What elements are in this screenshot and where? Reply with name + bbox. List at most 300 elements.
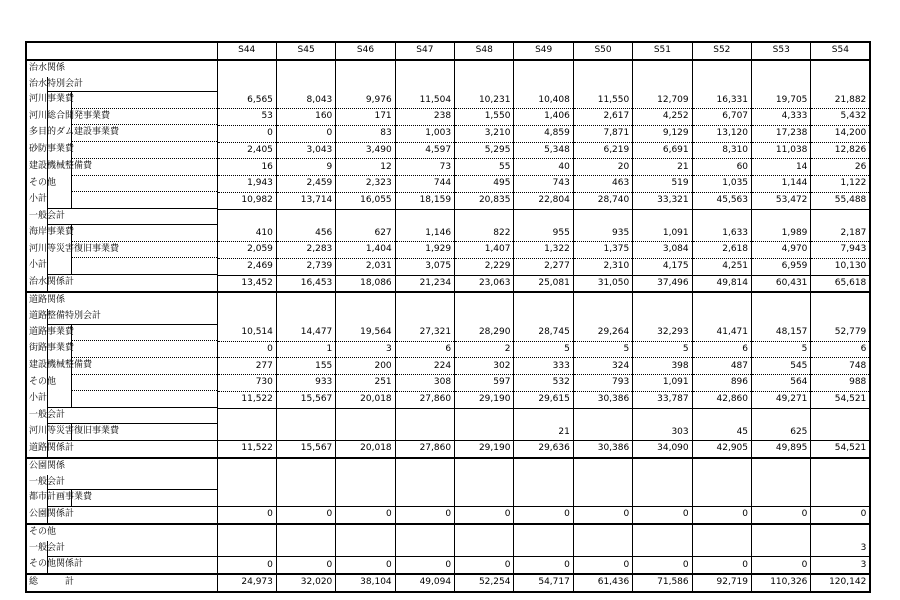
table-row [26, 159, 870, 176]
value-cell [514, 458, 573, 475]
value-cell: 0 [217, 341, 276, 358]
value-cell: 2,618 [692, 242, 751, 259]
value-cell: 53 [217, 109, 276, 126]
row-label-cell [26, 209, 217, 225]
table-row [26, 225, 870, 241]
value-cell: 1,407 [455, 242, 514, 259]
value-cell: 18,086 [336, 275, 395, 292]
value-cell: 55 [455, 159, 514, 176]
value-cell: 2,469 [217, 258, 276, 275]
value-cell: 1,091 [633, 375, 692, 392]
value-cell: 19,705 [752, 92, 811, 108]
value-cell: 3,084 [633, 242, 692, 259]
value-cell: 5 [514, 341, 573, 358]
value-cell: 10,408 [514, 92, 573, 108]
row-label-cell [26, 242, 217, 259]
value-cell: 933 [276, 375, 335, 392]
value-cell: 1,375 [573, 242, 632, 259]
value-cell: 4,333 [752, 109, 811, 126]
value-cell [752, 458, 811, 475]
value-cell: 1,146 [395, 225, 454, 241]
value-cell: 21,234 [395, 275, 454, 292]
value-cell: 21 [514, 424, 573, 440]
value-cell: 20,018 [336, 391, 395, 408]
value-cell: 92,719 [692, 574, 751, 592]
value-cell [395, 541, 454, 557]
row-label-cell [26, 192, 217, 209]
value-cell [276, 524, 335, 541]
table-row [26, 490, 870, 506]
value-cell: 23,063 [455, 275, 514, 292]
value-cell [336, 309, 395, 325]
value-cell [811, 458, 870, 475]
value-cell [752, 209, 811, 225]
value-cell: 11,522 [217, 391, 276, 408]
value-cell [455, 292, 514, 309]
value-cell: 14,200 [811, 125, 870, 142]
value-cell: 13,714 [276, 192, 335, 209]
value-cell [336, 408, 395, 424]
value-cell: 34,090 [633, 441, 692, 458]
row-label-cell [26, 258, 217, 275]
row-label: 街路事業費 [29, 343, 75, 353]
value-cell [276, 541, 335, 557]
value-cell: 20 [573, 159, 632, 176]
value-cell: 2,323 [336, 176, 395, 193]
value-cell: 21,882 [811, 92, 870, 108]
value-cell: 1,633 [692, 225, 751, 241]
value-cell: 155 [276, 358, 335, 375]
value-cell [455, 60, 514, 77]
year-header: S45 [276, 42, 335, 60]
row-label: 道路整備特別会計 [29, 311, 102, 321]
value-cell: 200 [336, 358, 395, 375]
value-cell: 2,459 [276, 176, 335, 193]
value-cell: 0 [217, 507, 276, 524]
value-cell: 13,452 [217, 275, 276, 292]
value-cell [752, 77, 811, 93]
row-label-cell [26, 92, 217, 108]
value-cell: 10,231 [455, 92, 514, 108]
value-cell [395, 309, 454, 325]
value-cell [217, 309, 276, 325]
row-label: 道路事業費 [29, 326, 75, 337]
value-cell: 83 [336, 125, 395, 142]
value-cell: 6 [692, 341, 751, 358]
value-cell [455, 209, 514, 225]
value-cell: 10,982 [217, 192, 276, 209]
value-cell [395, 60, 454, 77]
value-cell: 15,567 [276, 441, 335, 458]
value-cell: 17,238 [752, 125, 811, 142]
year-header: S44 [217, 42, 276, 60]
row-label: 海岸事業費 [29, 227, 75, 238]
value-cell: 110,326 [752, 574, 811, 592]
year-header: S54 [811, 42, 870, 60]
row-label-cell [26, 557, 217, 574]
value-cell [811, 60, 870, 77]
value-cell [811, 524, 870, 541]
value-cell [336, 524, 395, 541]
value-cell: 16,331 [692, 92, 751, 108]
value-cell [692, 292, 751, 309]
value-cell: 27,860 [395, 391, 454, 408]
table-row [26, 341, 870, 358]
value-cell: 52,779 [811, 325, 870, 341]
value-cell: 2,229 [455, 258, 514, 275]
row-label: 治水特別会計 [29, 78, 84, 89]
value-cell: 11,504 [395, 92, 454, 108]
table-row [26, 541, 870, 557]
value-cell [514, 292, 573, 309]
value-cell [514, 541, 573, 557]
row-label-cell [26, 375, 217, 392]
value-cell [336, 490, 395, 506]
value-cell [633, 524, 692, 541]
value-cell: 2 [455, 341, 514, 358]
indent-guide [47, 391, 48, 408]
value-cell: 5 [752, 341, 811, 358]
value-cell [573, 408, 632, 424]
value-cell: 2,059 [217, 242, 276, 259]
value-cell: 31,050 [573, 275, 632, 292]
row-label-cell [26, 507, 217, 524]
value-cell: 730 [217, 375, 276, 392]
value-cell [811, 408, 870, 424]
value-cell: 7,943 [811, 242, 870, 259]
value-cell: 9 [276, 159, 335, 176]
row-label: 一般会計 [29, 542, 66, 553]
indent-guide [47, 258, 48, 275]
table-row [26, 176, 870, 193]
value-cell [573, 292, 632, 309]
value-cell: 38,104 [336, 574, 395, 592]
table-row [26, 309, 870, 325]
value-cell: 1,550 [455, 109, 514, 126]
row-label-cell [26, 325, 217, 341]
value-cell: 53,472 [752, 192, 811, 209]
value-cell: 5 [573, 341, 632, 358]
value-cell: 935 [573, 225, 632, 241]
value-cell [573, 60, 632, 77]
value-cell: 3,043 [276, 142, 335, 159]
value-cell [514, 77, 573, 93]
value-cell [276, 458, 335, 475]
value-cell: 1,003 [395, 125, 454, 142]
value-cell [811, 77, 870, 93]
value-cell [573, 209, 632, 225]
value-cell [573, 77, 632, 93]
row-label-cell [26, 408, 217, 424]
value-cell [455, 458, 514, 475]
table-row [26, 408, 870, 424]
value-cell [633, 541, 692, 557]
row-label: 小計 [29, 393, 48, 404]
value-cell: 49,895 [752, 441, 811, 458]
year-header: S46 [336, 42, 395, 60]
value-cell [395, 490, 454, 506]
value-cell: 303 [633, 424, 692, 440]
value-cell: 1,406 [514, 109, 573, 126]
value-cell [692, 458, 751, 475]
value-cell [752, 60, 811, 77]
value-cell [336, 77, 395, 93]
row-label-cell [26, 225, 217, 241]
value-cell: 4,597 [395, 142, 454, 159]
value-cell [573, 524, 632, 541]
value-cell [276, 309, 335, 325]
value-cell: 14 [752, 159, 811, 176]
table-row [26, 441, 870, 458]
value-cell: 33,787 [633, 391, 692, 408]
value-cell: 0 [514, 557, 573, 574]
row-label: 小計 [29, 260, 48, 271]
value-cell: 120,142 [811, 574, 870, 592]
value-cell: 11,038 [752, 142, 811, 159]
value-cell: 28,745 [514, 325, 573, 341]
value-cell: 12 [336, 159, 395, 176]
row-label: 砂防事業費 [29, 144, 75, 154]
value-cell: 40 [514, 159, 573, 176]
row-label-cell [26, 60, 217, 77]
value-cell: 32,293 [633, 325, 692, 341]
table-row [26, 574, 870, 592]
value-cell: 398 [633, 358, 692, 375]
value-cell [811, 292, 870, 309]
table-row [26, 209, 870, 225]
value-cell: 49,271 [752, 391, 811, 408]
value-cell [276, 292, 335, 309]
value-cell: 25,081 [514, 275, 573, 292]
value-cell: 19,564 [336, 325, 395, 341]
row-label-cell [26, 159, 217, 176]
value-cell [336, 292, 395, 309]
value-cell: 2,310 [573, 258, 632, 275]
value-cell: 0 [336, 507, 395, 524]
table-row [26, 507, 870, 524]
value-cell [752, 408, 811, 424]
row-label: 道路関係計 [29, 442, 75, 453]
value-cell: 21 [633, 159, 692, 176]
value-cell: 24,973 [217, 574, 276, 592]
row-label-cell [26, 77, 217, 93]
row-label-cell [26, 125, 217, 142]
value-cell [633, 60, 692, 77]
row-label: 河川等災害復旧事業費 [29, 426, 120, 437]
row-label: 治水関係計 [29, 277, 75, 287]
value-cell: 3,210 [455, 125, 514, 142]
value-cell: 0 [217, 557, 276, 574]
value-cell [336, 541, 395, 557]
value-cell: 896 [692, 375, 751, 392]
table-row [26, 475, 870, 491]
value-cell [336, 475, 395, 491]
value-cell: 743 [514, 176, 573, 193]
value-cell: 2,187 [811, 225, 870, 241]
value-cell: 73 [395, 159, 454, 176]
value-cell: 333 [514, 358, 573, 375]
indent-guide [47, 192, 48, 209]
row-label-cell [26, 475, 217, 491]
value-cell: 955 [514, 225, 573, 241]
value-cell: 822 [455, 225, 514, 241]
value-cell: 0 [752, 557, 811, 574]
value-cell: 16,453 [276, 275, 335, 292]
value-cell: 49,814 [692, 275, 751, 292]
value-cell [217, 60, 276, 77]
value-cell: 2,031 [336, 258, 395, 275]
value-cell: 597 [455, 375, 514, 392]
value-cell [692, 541, 751, 557]
table-row [26, 77, 870, 93]
value-cell [514, 309, 573, 325]
value-cell: 61,436 [573, 574, 632, 592]
value-cell: 3,075 [395, 258, 454, 275]
value-cell: 160 [276, 109, 335, 126]
value-cell [811, 475, 870, 491]
value-cell [455, 77, 514, 93]
value-cell: 54,717 [514, 574, 573, 592]
value-cell: 224 [395, 358, 454, 375]
value-cell: 54,521 [811, 441, 870, 458]
value-cell [514, 475, 573, 491]
row-label: その他 [29, 526, 57, 537]
value-cell: 324 [573, 358, 632, 375]
value-cell [573, 475, 632, 491]
value-cell [217, 77, 276, 93]
value-cell [692, 60, 751, 77]
value-cell: 0 [811, 507, 870, 524]
value-cell [217, 524, 276, 541]
value-cell [692, 77, 751, 93]
value-cell [395, 424, 454, 440]
value-cell [455, 475, 514, 491]
table-row [26, 142, 870, 159]
value-cell: 11,550 [573, 92, 632, 108]
value-cell: 9,976 [336, 92, 395, 108]
value-cell: 519 [633, 176, 692, 193]
row-label-cell [26, 309, 217, 325]
value-cell: 0 [752, 507, 811, 524]
row-label: 建設機械整備費 [29, 359, 93, 370]
value-cell: 13,120 [692, 125, 751, 142]
value-cell [217, 408, 276, 424]
table-row [26, 92, 870, 108]
value-cell [692, 209, 751, 225]
row-label-cell [26, 358, 217, 375]
budget-table [25, 41, 871, 593]
value-cell: 2,283 [276, 242, 335, 259]
value-cell: 29,190 [455, 441, 514, 458]
indent-guide [71, 176, 72, 193]
value-cell: 28,290 [455, 325, 514, 341]
table-row [26, 524, 870, 541]
row-label: その他 [29, 376, 57, 387]
value-cell [752, 524, 811, 541]
row-label: 公園関係計 [29, 508, 75, 519]
value-cell: 15,567 [276, 391, 335, 408]
value-cell: 48,157 [752, 325, 811, 341]
header-label-cell [26, 42, 217, 60]
table-row [26, 424, 870, 440]
row-label: 河川等災害復旧事業費 [29, 243, 120, 254]
value-cell: 71,586 [633, 574, 692, 592]
value-cell [633, 458, 692, 475]
row-label: 河川事業費 [29, 94, 75, 105]
value-cell [633, 292, 692, 309]
value-cell: 302 [455, 358, 514, 375]
value-cell [455, 309, 514, 325]
value-cell: 22,804 [514, 192, 573, 209]
value-cell [395, 408, 454, 424]
row-label-cell [26, 176, 217, 193]
value-cell [752, 292, 811, 309]
row-label: 建設機械整備費 [29, 160, 93, 171]
value-cell [217, 424, 276, 440]
value-cell: 14,477 [276, 325, 335, 341]
value-cell [395, 475, 454, 491]
value-cell: 748 [811, 358, 870, 375]
value-cell: 487 [692, 358, 751, 375]
value-cell: 10,130 [811, 258, 870, 275]
value-cell: 0 [217, 125, 276, 142]
value-cell: 37,496 [633, 275, 692, 292]
value-cell [752, 490, 811, 506]
value-cell [455, 541, 514, 557]
row-label-cell [26, 441, 217, 458]
value-cell [692, 408, 751, 424]
table-row [26, 458, 870, 475]
year-header: S50 [573, 42, 632, 60]
value-cell [336, 458, 395, 475]
table-row [26, 125, 870, 142]
value-cell: 0 [395, 557, 454, 574]
value-cell: 3,490 [336, 142, 395, 159]
value-cell: 27,860 [395, 441, 454, 458]
value-cell: 2,739 [276, 258, 335, 275]
row-label-cell [26, 574, 217, 592]
value-cell: 45,563 [692, 192, 751, 209]
value-cell: 0 [455, 507, 514, 524]
row-label-cell [26, 541, 217, 557]
value-cell: 5 [633, 341, 692, 358]
row-label-cell [26, 490, 217, 506]
value-cell: 11,522 [217, 441, 276, 458]
value-cell [633, 475, 692, 491]
value-cell: 32,020 [276, 574, 335, 592]
value-cell: 251 [336, 375, 395, 392]
value-cell: 10,514 [217, 325, 276, 341]
value-cell [336, 424, 395, 440]
year-header: S53 [752, 42, 811, 60]
value-cell: 18,159 [395, 192, 454, 209]
value-cell: 1,091 [633, 225, 692, 241]
value-cell: 1,929 [395, 242, 454, 259]
value-cell: 171 [336, 109, 395, 126]
indent-guide [71, 192, 72, 209]
row-label: 多目的ダム建設事業費 [29, 127, 120, 138]
value-cell: 744 [395, 176, 454, 193]
table-row [26, 557, 870, 574]
value-cell [455, 408, 514, 424]
value-cell: 0 [692, 557, 751, 574]
value-cell [336, 209, 395, 225]
table-row [26, 325, 870, 341]
value-cell: 20,835 [455, 192, 514, 209]
value-cell: 4,970 [752, 242, 811, 259]
value-cell: 1,122 [811, 176, 870, 193]
year-header: S51 [633, 42, 692, 60]
